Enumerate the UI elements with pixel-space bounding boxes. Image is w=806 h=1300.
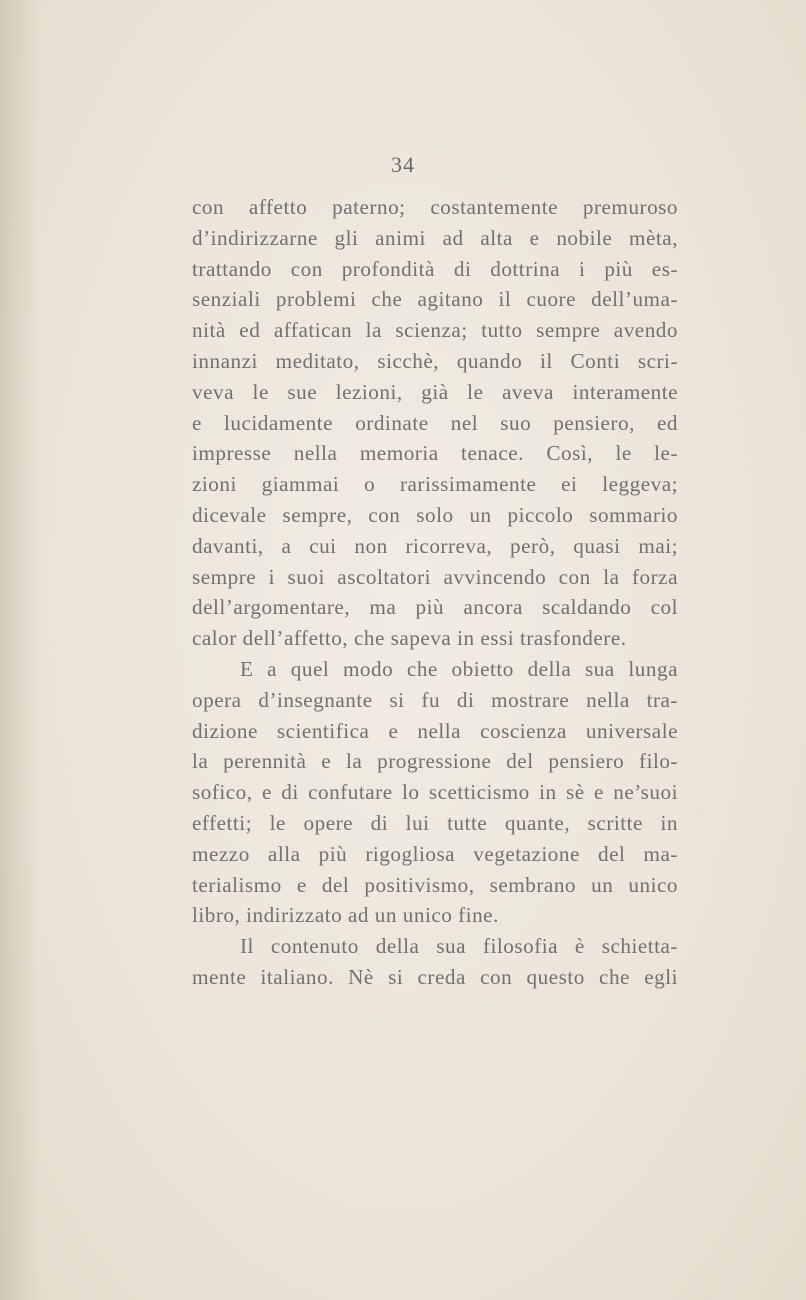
text-line: dicevale sempre, con solo un piccolo sommario: [192, 502, 678, 527]
text-line: dell’argomentare, ma più ancora scaldando col: [192, 595, 678, 620]
text-line: con affetto paterno; costantemente premuroso: [192, 195, 678, 219]
text-line: mezzo alla più rigogliosa vegetazione del ma-: [192, 841, 678, 866]
text-line: calor dell’affetto, che sapeva in essi trasfondere.: [192, 626, 627, 651]
text-line: trattando con profondità di dottrina i più es-: [192, 256, 678, 281]
text-line: zioni giammai o rarissimamente ei leggeva;: [192, 472, 678, 497]
text-line: dizione scientifica e nella coscienza universale: [192, 718, 678, 743]
body-text: [192, 192, 678, 993]
text-line: effetti; le opere di lui tutte quante, scritte in: [192, 810, 678, 835]
text-line: impresse nella memoria tenace. Così, le le-: [192, 441, 678, 466]
page-number: 34: [391, 152, 415, 177]
text-line: davanti, a cui non ricorreva, però, quasi mai;: [192, 533, 678, 558]
text-line: sofico, e di confutare lo scetticismo in sè e ne’suoi: [192, 780, 678, 805]
text-line: terialismo e del positivismo, sembrano un unico: [192, 872, 678, 897]
text-line: sempre i suoi ascoltatori avvincendo con la forza: [192, 564, 678, 589]
text-line: opera d’insegnante si fu di mostrare nella tra-: [192, 687, 678, 712]
text-line: innanzi meditato, sicchè, quando il Conti scri-: [192, 348, 678, 373]
text-line: libro, indirizzato ad un unico fine.: [192, 903, 499, 928]
text-line: e lucidamente ordinate nel suo pensiero, ed: [192, 410, 678, 435]
text-line: Il contenuto della sua filosofia è schietta-: [240, 934, 678, 959]
page-edge-shadow: [0, 0, 40, 1300]
text-line: la perennità e la progressione del pensiero filo-: [192, 749, 678, 774]
text-line: veva le sue lezioni, già le aveva interamente: [192, 379, 678, 404]
text-line: nità ed affatican la scienza; tutto sempre avendo: [192, 318, 678, 343]
text-line: mente italiano. Nè si creda con questo che egli: [192, 964, 678, 989]
text-line: senziali problemi che agitano il cuore dell’uma-: [192, 287, 678, 312]
text-line: d’indirizzarne gli animi ad alta e nobile mèta,: [192, 225, 678, 250]
text-line: E a quel modo che obietto della sua lunga: [240, 656, 678, 681]
